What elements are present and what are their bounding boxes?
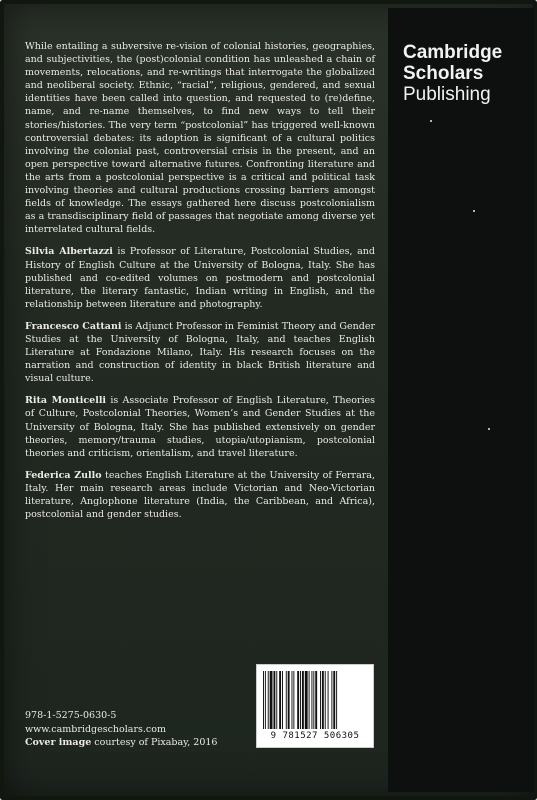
barcode-number: 9 781527 506305 [270, 731, 360, 741]
bio-paragraph [25, 469, 375, 521]
barcode-bar [315, 671, 317, 729]
barcode-bar [286, 671, 287, 729]
barcode-bar [305, 671, 308, 729]
footer-info [25, 709, 217, 750]
bio-text: is Associate Professor of English Literature, Theories of Culture, Postcolonial Theories, Women’s and Gender Studies at the University of Bologna, Italy. She has published extensively on gender theories, memory/trauma studies, utopia/utopianism, postcolonial theories and criticism, orientalism, and travel literature. [25, 395, 375, 459]
publisher-panel [388, 8, 534, 792]
barcode-bar [311, 671, 312, 729]
speck [473, 210, 475, 212]
bio-name: Francesco Cattani [25, 320, 122, 332]
cover-credit-label: Cover image [25, 737, 92, 748]
barcode-bar [313, 671, 314, 729]
barcode-bar [263, 671, 264, 729]
isbn-barcode [256, 664, 374, 748]
bio-name: Rita Monticelli [25, 395, 107, 407]
barcode-bar [302, 671, 304, 729]
barcode-bar [320, 671, 321, 729]
barcode-bar [265, 671, 266, 729]
website-text: www.cambridgescholars.com [25, 723, 166, 735]
bio-name: Federica Zullo [25, 469, 102, 481]
cover-credit [25, 736, 217, 750]
speck [430, 120, 432, 122]
barcode-bar [325, 671, 326, 729]
publisher-name-line3: Publishing [403, 84, 491, 105]
publisher-logo [403, 42, 502, 105]
bio-name: Silvia Albertazzi [25, 246, 113, 258]
back-cover-text [25, 40, 375, 530]
bio-paragraph [25, 320, 375, 385]
cover-credit-text: courtesy of Pixabay, 2016 [91, 737, 218, 748]
barcode-bar [293, 671, 294, 729]
speck [488, 428, 490, 430]
barcode-bar [273, 671, 275, 729]
barcode-bar [309, 671, 310, 729]
barcode-bar [297, 671, 299, 729]
blurb-paragraph: While entailing a subversive re-vision of colonial histories, geographies, and subjectivities, the (post)colonial condition has unleashed a chain of movements, relocations, and re-writings that interrogate the globalized and neoliberal society. Ethnic, “racial”, religious, gendered, and sexual identities have been called into question, and requested to (re)define, name, and re-name themselves, to find new ways to tell their stories/histories. The very term “postcolonial” has triggered well-known controversial debates: its adoption is significant of a cultural politics involving the colonial past, controversial crisis in the present, and an open perspective toward alternative futures. Confronting literature and the arts from a postcolonial perspective is a critical and political task involving theories and cultural productions crossing barriers amongst fields of knowledge. The essays gathered here discuss postcolonialism as a transdisciplinary field of passages that negotiate among diverse yet interrelated cultural fields. [25, 41, 375, 236]
barcode-bar [333, 671, 335, 729]
barcode-bar [322, 671, 324, 729]
barcode-bar [328, 671, 329, 729]
barcode-bar [276, 671, 277, 729]
bio-text: is Adjunct Professor in Feminist Theory and Gender Studies at the University of Bologna, Italy, and teaches English Literature at Fondazione Milano, Italy. His research focuses on the narration and construction of identity in black British literature and visual culture. [25, 320, 375, 385]
barcode-bar [336, 671, 337, 729]
barcode-bar [292, 671, 293, 729]
barcode-bar [282, 671, 283, 729]
barcode-bar [331, 671, 332, 729]
bio-text: teaches English Literature at the University of Ferrara, Italy. Her main research areas include Victorian and Neo-Victorian literature, Anglophone literature (India, the Caribbean, and Africa), postcolonial and gender studies. [25, 469, 375, 521]
publisher-name-line1: Cambridge [403, 42, 503, 63]
barcode-bar [300, 671, 301, 729]
isbn-text: 978-1-5275-0630-5 [25, 710, 117, 721]
barcode-bar [270, 671, 273, 729]
bio-text: is Professor of Literature, Postcolonial Studies, and History of English Culture at the University of Bologna, Italy. She has published and co-edited volumes on postmodern and postcolonial literature, the literary fantastic, Indian writing in English, and the relationship between literature and photography. [25, 246, 375, 310]
publisher-name-line2: Scholars [403, 63, 484, 84]
bio-paragraph [25, 394, 375, 459]
barcode-bars [263, 671, 367, 729]
bio-paragraph [25, 245, 375, 310]
barcode-bar [268, 671, 269, 729]
barcode-bar [279, 671, 281, 729]
barcode-bar [288, 671, 290, 729]
